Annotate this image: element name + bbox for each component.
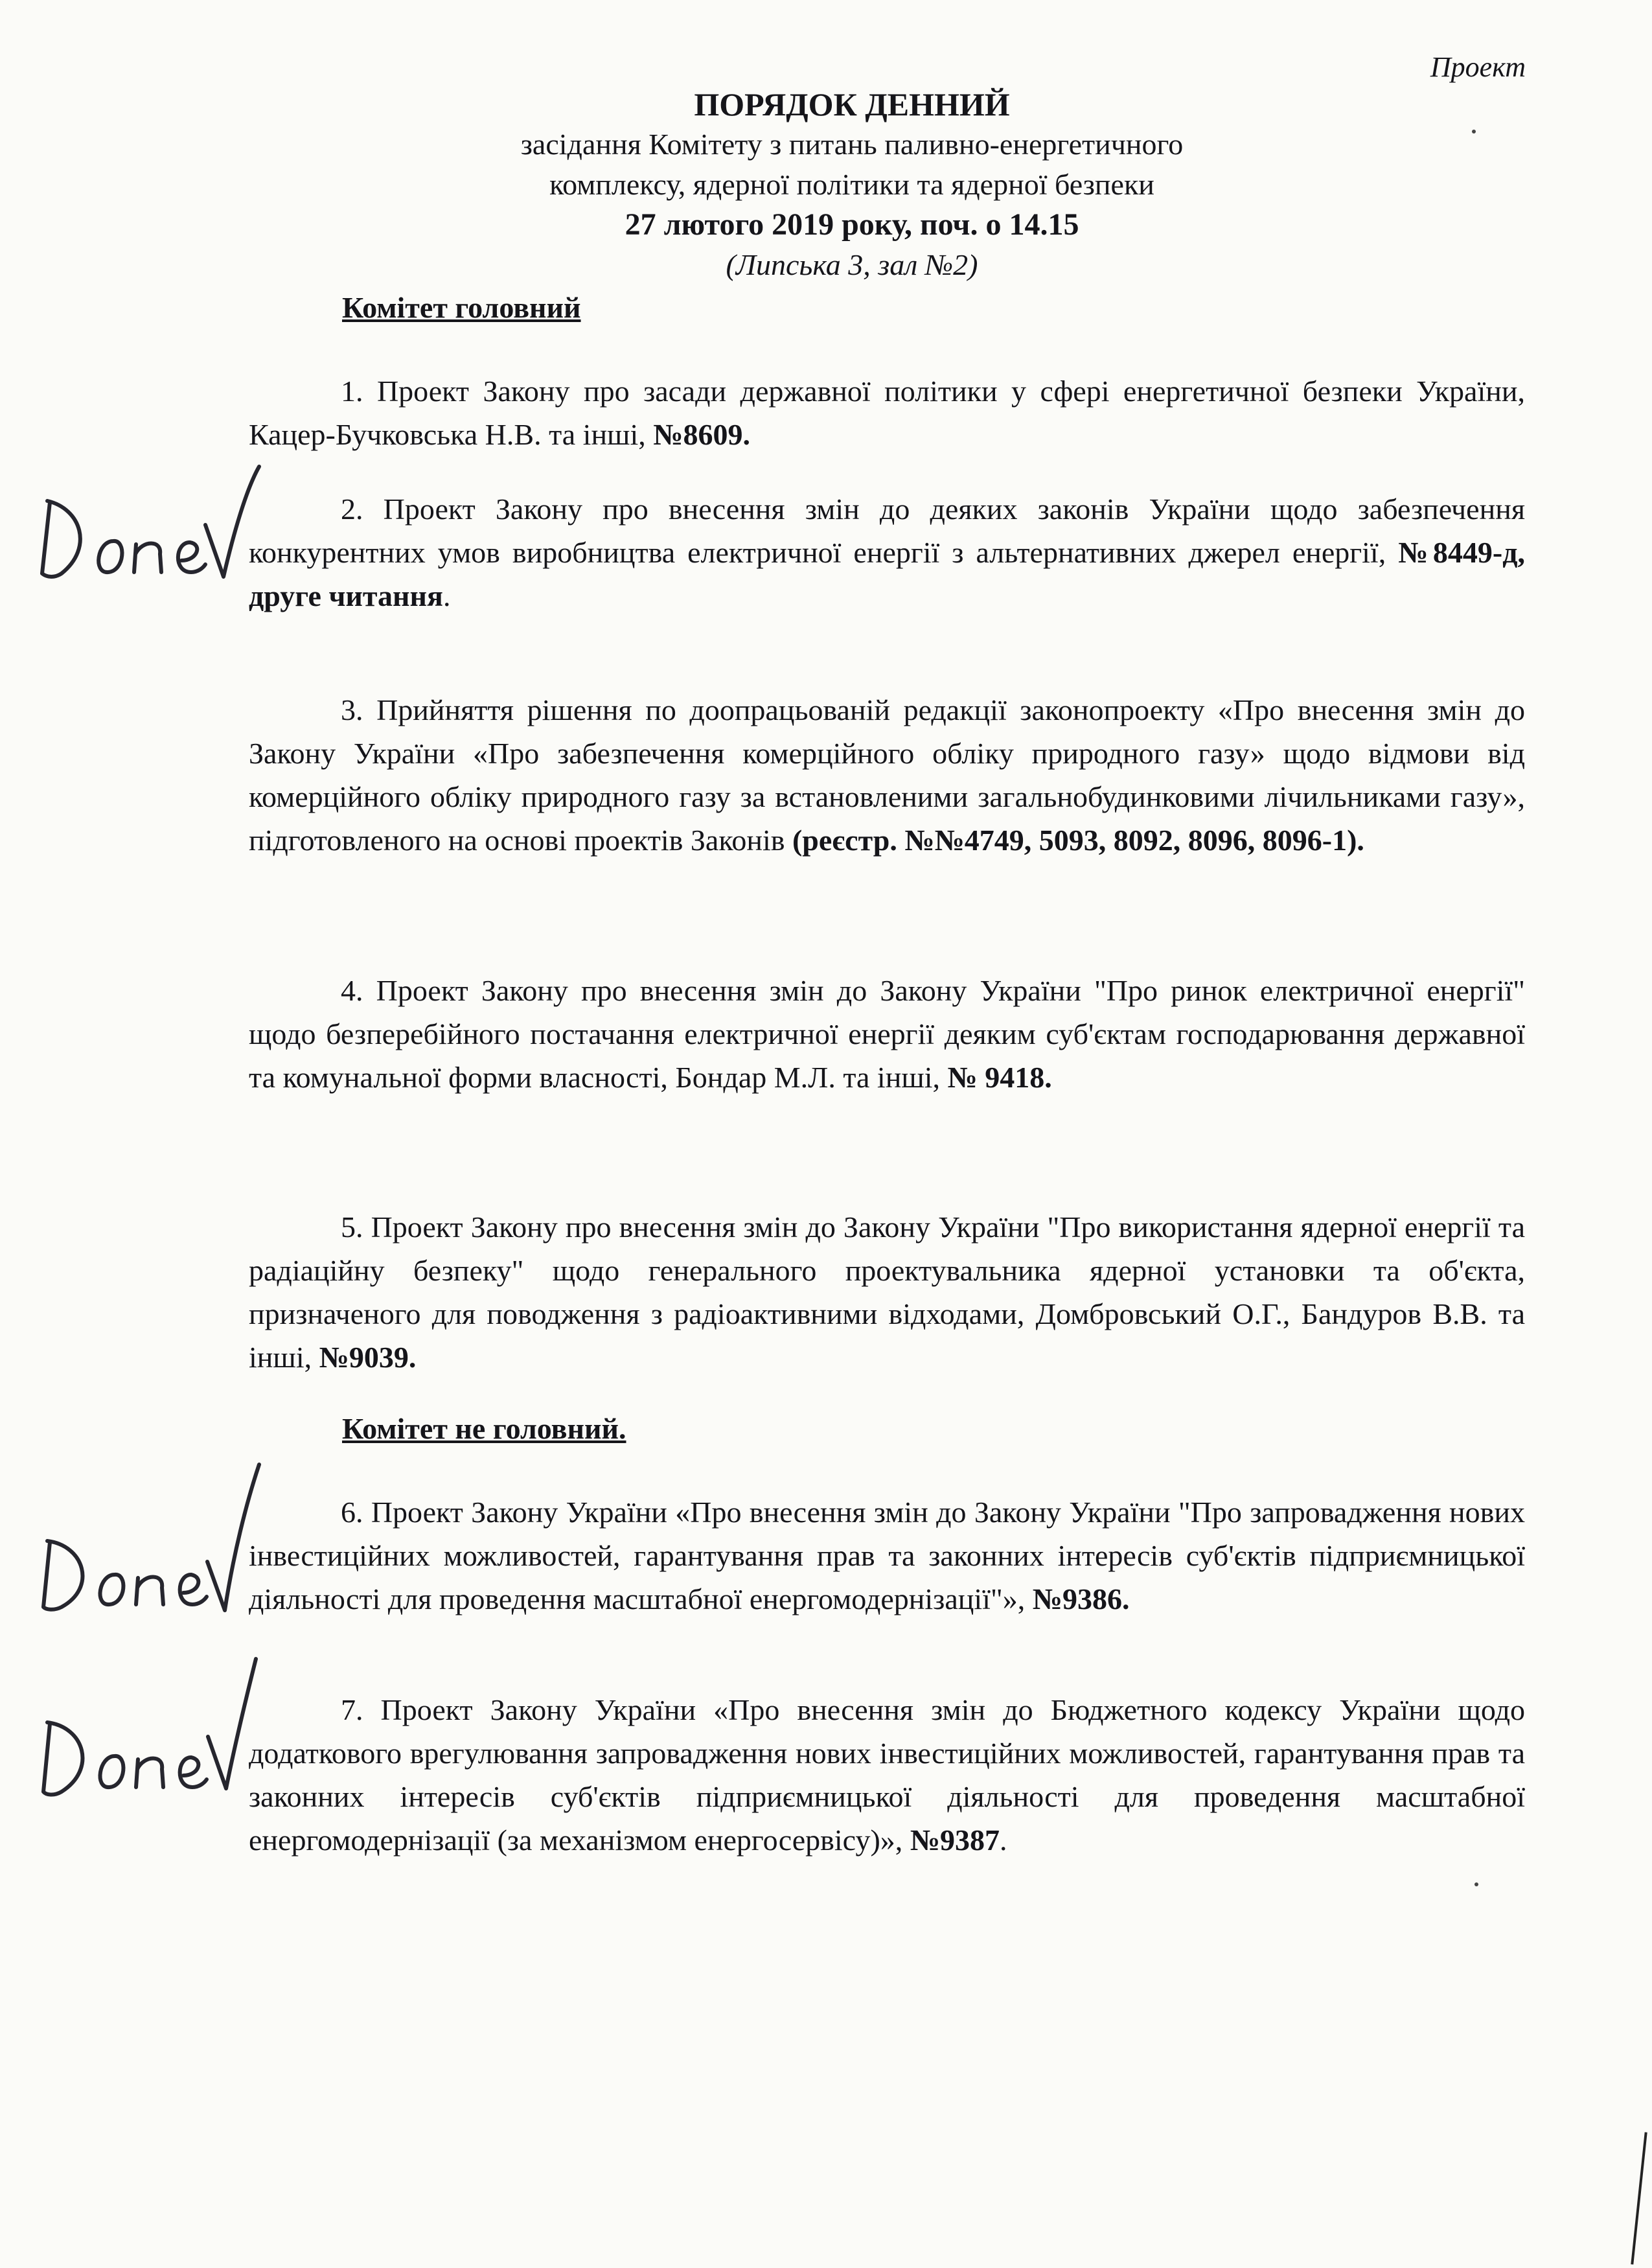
agenda-item-4 [249, 969, 1525, 1099]
agenda-item-7 [249, 1688, 1525, 1862]
draft-label: Проект [1430, 51, 1526, 83]
agenda-item-text: 6. Проект Закону України «Про внесення змін до Закону України "Про запровадження нових інвестиційних можливостей, гарантування прав та законних інтересів суб'єктів підприємницької діяльності для проведення масштабної енергомодернізації"», [249, 1496, 1525, 1615]
agenda-item-2 [249, 487, 1525, 618]
done-checkmark-icon [36, 1659, 269, 1808]
agenda-item-number: №8449-д, друге читання [249, 536, 1525, 612]
agenda-item-tail: . [442, 579, 451, 612]
handwritten-done-mark-1 [36, 463, 269, 612]
agenda-item-number: (реєстр. №№4749, 5093, 8092, 8096, 8096-1). [792, 824, 1364, 857]
agenda-item-text: 2. Проект Закону про внесення змін до деяких законів України щодо забезпечення конкурентних умов виробництва електричної енергії з альтернативних джерел енергії, [249, 492, 1525, 569]
done-checkmark-icon [36, 463, 269, 612]
agenda-item-number: №9386. [1032, 1582, 1130, 1615]
agenda-item-text: 4. Проект Закону про внесення змін до Закону України "Про ринок електричної енергії" щодо безперебійного постачання електричної енергії деяким суб'єктам господарювання державної та комунальної форми власності, Бондар М.Л. та інші, [249, 974, 1525, 1094]
done-checkmark-icon [36, 1452, 269, 1601]
agenda-item-text: 7. Проект Закону України «Про внесення змін до Бюджетного кодексу України щодо додаткового врегулювання запровадження нових інвестиційних можливостей, гарантування прав та законних інтересів суб'єктів підприємницької діяльності для проведення масштабної енергомодернізації (за механізмом енергосервісу)», [249, 1693, 1525, 1857]
agenda-item-text: 1. Проект Закону про засади державної політики у сфері енергетичної безпеки України, Кацер-Бучковська Н.В. та інші, [249, 375, 1525, 451]
section-heading-secondary: Комітет не головний. [342, 1412, 626, 1445]
scan-edge-mark [1631, 2132, 1647, 2264]
agenda-item-text: 3. Прийняття рішення по доопрацьованій редакції законопроекту «Про внесення змін до Закону України «Про забезпечення комерційного обліку природного газу» щодо відмови від комерційного обліку природного газу за встановленими загальнобудинковими лічильниками газу», підготовленого на основі проектів Законів [249, 693, 1525, 857]
handwritten-done-mark-2 [36, 1452, 269, 1601]
agenda-item-tail: . [1000, 1823, 1007, 1857]
meeting-place: (Липська 3, зал №2) [726, 248, 978, 281]
agenda-item-number: №9387 [910, 1823, 1000, 1857]
agenda-item-text: 5. Проект Закону про внесення змін до Закону України "Про використання ядерної енергії та радіаційну безпеку" щодо генерального проектувальника ядерної установки та об'єкта, призначеного для поводження з радіоактивними відходами, Домбровський О.Г., Бандуров В.В. та інші, [249, 1210, 1525, 1374]
agenda-item-5 [249, 1205, 1525, 1379]
scan-speck [1474, 1882, 1478, 1886]
scan-speck [1472, 130, 1476, 133]
agenda-item-number: № 9418. [947, 1061, 1052, 1094]
agenda-item-3 [249, 688, 1525, 862]
handwritten-done-mark-3 [36, 1659, 269, 1808]
agenda-item-number: №9039. [319, 1341, 417, 1374]
section-heading-main: Комітет головний [342, 291, 581, 324]
agenda-header [0, 84, 1652, 285]
agenda-item-6 [249, 1490, 1525, 1621]
subtitle-line-1: засідання Комітету з питань паливно-енергетичного [520, 128, 1184, 161]
agenda-item-number: №8609. [653, 418, 750, 451]
subtitle-line-2: комплексу, ядерної політики та ядерної безпеки [549, 168, 1154, 201]
agenda-item-1 [249, 369, 1525, 456]
meeting-date: 27 лютого 2019 року, поч. о 14.15 [625, 207, 1079, 242]
agenda-title: ПОРЯДОК ДЕННИЙ [694, 86, 1010, 122]
